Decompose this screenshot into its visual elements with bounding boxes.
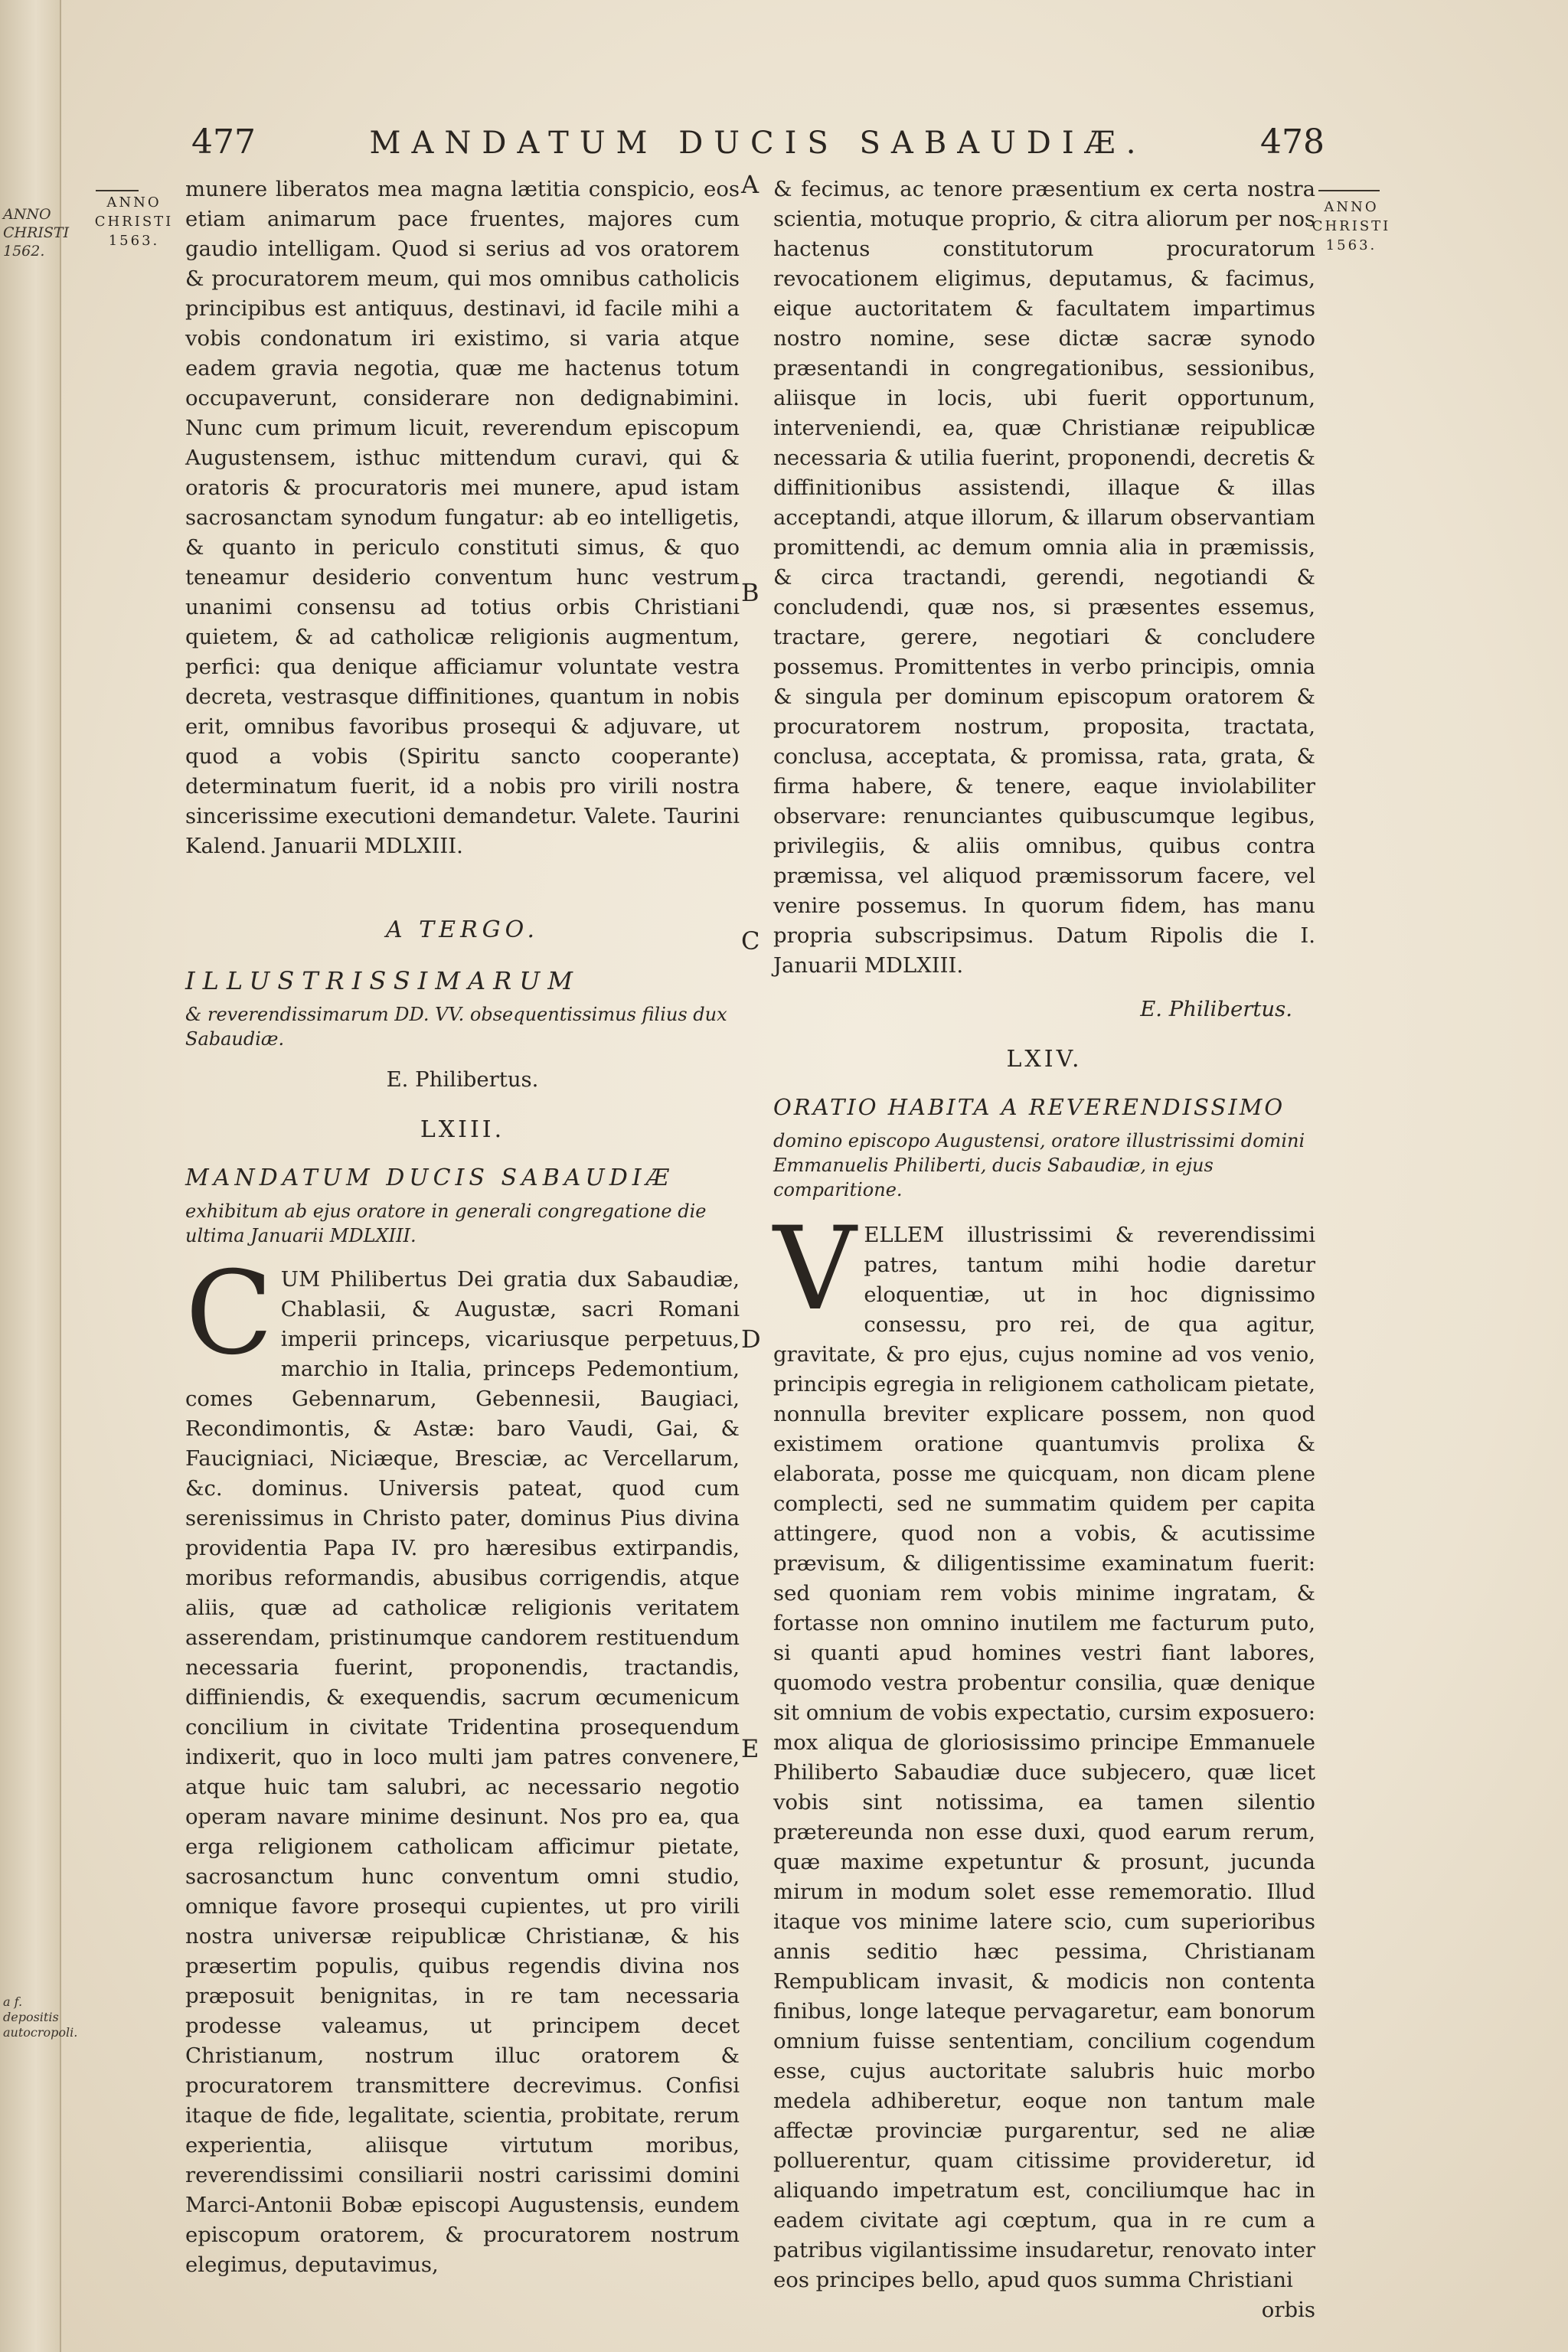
margin-letter-e: E bbox=[741, 1734, 760, 1763]
margin-rule-left bbox=[96, 190, 139, 191]
catchword: orbis bbox=[1261, 2298, 1315, 2322]
signature-left: E. Philibertus. bbox=[386, 1067, 539, 1092]
letter-text: munere liberatos mea magna lætitia conspicio, eos etiam animarum pace fruentes, majores cum gaudio intelligam. Quod si serius ad vos oratorem & procuratorem meum, qui mos omnibus catholicis principibus est antiquus, destinavi, id facile mihi a vobis condonatum iri existimo, si varia atque eadem gravia negotia, quæ me hactenus totum occupaverunt, considerare non dedignabimini. Nunc cum primum licuit, reverendum episcopum Augustensem, isthuc mittendum curavi, qui & oratoris & procuratoris mei munere, apud istam sacrosanctam synodum fungatur: ab eo intelligetis, & quanto in periculo constituti simus, & quo teneamur desiderio conventum hunc vestrum unanimi consensu ad totius orbis Christiani quietem, & ad catholicæ religionis augmentum, perfici: qua denique afficiamur voluntate vestra decreta, vestrasque diffinitiones, quantum in nobis erit, omnibus favoribus prosequi & adjuvare, ut quod a vobis (Spiritu sancto cooperante) determinatum fuerit, id a nobis pro virili nostra sincerissime executioni demandetur. Valete. Taurini Kalend. Januarii MDLXIII. bbox=[185, 177, 740, 858]
signature-right: E. Philibertus. bbox=[1140, 997, 1292, 1021]
anno-christi-right: ANNO CHRISTI 1563. bbox=[1312, 199, 1391, 253]
mandatum-subline: exhibitum ab ejus oratore in generali congregatione die ultima Januarii MDLXIII. bbox=[185, 1200, 707, 1246]
mandatum-heading: MANDATUM DUCIS SABAUDIÆ bbox=[185, 1165, 674, 1191]
address-subline: & reverendissimarum DD. VV. obsequentissimus filius dux Sabaudiæ. bbox=[185, 1004, 727, 1050]
mandatum-continuation-text: & fecimus, ac tenore præsentium ex certa nostra scientia, motuque proprio, & citra aliorum per nos hactenus constitutorum procuratorum revocationem eligimus, deputamus, & facimus, eique auctoritatem & facultatem impartimus nostro nomine, sese dictæ sacræ synodo præsentandi in congregationibus, sessionibus, aliisque in locis, ubi fuerit opportunum, interveniendi, ea, quæ Christianæ reipublicæ necessaria & utilia fuerint, proponendi, decretis & diffinitionibus assistendi, illaque & illas acceptandi, atque illorum, & illarum observantiam promittendi, ac demum omnia alia in præmissis, & circa tractandi, gerendi, negotiandi & concludendi, quæ nos, si præsentes essemus, tractare, gerere, negotiari & concludere possemus. Promittentes in verbo principis, omnia & singula per dominum episcopum oratorem & procuratorem nostrum, proposita, tractata, conclusa, acceptata, & promissa, rata, grata, & firma habere, & tenere, eaque inviolabiliter observare: renunciantes quibuscumque legibus, privilegiis, & aliis omnibus, quibus contra præmissa, vel aliquod præmissorum facere, vel venire possemus. In quorum fidem, has manu propria subscripsimus. Datum Ripolis die I. Januarii MDLXIII. bbox=[773, 177, 1315, 978]
left-column bbox=[185, 175, 740, 2280]
margin-letter-b: B bbox=[741, 578, 760, 607]
drop-cap-c: C bbox=[185, 1247, 273, 1380]
anno-christi-left: ANNO CHRISTI 1563. bbox=[94, 194, 174, 249]
page-number-left: 477 bbox=[191, 122, 256, 162]
mandatum-text: UM Philibertus Dei gratia dux Sabaudiæ, Chablasii, & Augustæ, sacri Romani imperii princeps, vicariusque perpetuus, marchio in Italia, princeps Pedemontium, comes Gebennarum, Gebennesii, Baugiaci, Recondimontis, & Astæ: baro Vaudi, Gai, & Faucigniaci, Niciæque, Bresciæ, ac Vercellarum, &c. dominus. Universis pateat, quod cum serenissimus in Christo pater, dominus Pius divina providentia Papa IV. pro hæresibus extirpandis, moribus reformandis, abusibus corrigendis, atque aliis, quæ ad catholicæ religionis veritatem asserendam, pristinumque candorem restituendum necessaria fuerint, proponendis, tractandis, diffiniendis, & exequendis, sacrum œcumenicum concilium in civitate Tridentina prosequendum indixerit, quo in loco multi jam patres convenere, atque huic tam salubri, ac necessario negotio operam navare minime desinunt. Nos pro ea, qua erga religionem catholicam afficimur pietate, sacrosanctum hunc conventum omni studio, omnique favore prosequi cupientes, ut pro virili nostra universæ reipublicæ Christianæ, & his præsertim populis, quibus regendis divina nos præposuit benignitas, in re tam necessaria prodesse valeamus, ut principem decet Christianum, nostrum illuc oratorem & procuratorem transmittere decrevimus. Confisi itaque de fide, legalitate, scientia, probitate, rerum experientia, aliisque virtutum moribus, reverendissimi consiliarii nostri carissimi domini Marci-Antonii Bobæ episcopi Augustensis, eundem episcopum oratorem, & procuratorem nostrum elegimus, deputavimus, bbox=[185, 1267, 740, 2277]
facing-page-gutter bbox=[0, 0, 78, 2352]
page-number-right: 478 bbox=[1260, 122, 1325, 162]
drop-cap-v: V bbox=[773, 1203, 857, 1336]
address-heading: ILLUSTRISSIMARUM bbox=[185, 966, 580, 995]
margin-rule-right bbox=[1318, 190, 1380, 191]
page-header bbox=[191, 122, 1325, 168]
oratio-heading: ORATIO HABITA A REVERENDISSIMO bbox=[773, 1094, 1285, 1120]
gutter-anno-note: ANNO CHRISTI 1562. bbox=[3, 206, 70, 260]
document-number-lxiv: LXIV. bbox=[1006, 1046, 1083, 1073]
margin-letter-d: D bbox=[741, 1325, 761, 1354]
tergo-heading: A TERGO. bbox=[385, 916, 540, 943]
gutter-margin-note: a f. depositis autocropoli. bbox=[3, 1994, 78, 2040]
margin-letter-c: C bbox=[741, 926, 760, 956]
margin-letter-a: A bbox=[741, 170, 760, 199]
right-column bbox=[773, 175, 1315, 2325]
running-title: MANDATUM DUCIS SABAUDIÆ. bbox=[369, 126, 1147, 161]
document-number-lxiii: LXIII. bbox=[420, 1116, 505, 1143]
oratio-subline: domino episcopo Augustensi, oratore illustrissimi domini Emmanuelis Philiberti, ducis Sabaudiæ, in ejus comparitione. bbox=[773, 1130, 1305, 1200]
oratio-text: ELLEM illustrissimi & reverendissimi patres, tantum mihi hodie daretur eloquentiæ, ut in hoc dignissimo consessu, pro rei, de qua agitur, gravitate, & pro ejus, cujus nomine ad vos venio, principis egregia in religionem catholicam pietate, nonnulla breviter explicare possem, non quod existimem oratione quantumvis prolixa & elaborata, posse me quicquam, non dicam plene complecti, sed ne summatim quidem per capita attingere, quod non a vobis, & acutissime prævisum, & diligentissime examinatum fuerit: sed quoniam rem vobis minime ingratam, & fortasse non omnino inutilem me facturum puto, si quanti apud homines vestri fiant labores, quomodo vestra probentur consilia, quæ denique sit omnium de vobis expectatio, cursim exposuero: mox aliqua de gloriosissimo principe Emmanuele Philiberto Sabaudiæ duce subjecero, quæ licet vobis sint notissima, ea tamen silentio prætereunda non esse duxi, quod earum rerum, quæ maxime expetuntur & prosunt, jucunda mirum in modum solet esse rememoratio. Illud itaque vos minime latere scio, cum superioribus annis seditio hæc pessima, Christianam Rempublicam invasit, & modicis non contenta finibus, longe lateque pervagaretur, eam bonorum omnium fuisse sententiam, concilium cogendum esse, cujus auctoritate salubris huic morbo medela adhiberetur, eoque non tantum male affectæ provinciæ purgarentur, sed ne aliæ polluerentur, quam citissime provideretur, id aliquando impetratum est, conciliumque hac in eadem civitate agi cœptum, qua in re cum a patribus vigilantissime insudaretur, renovato inter eos principes bello, apud quos summa Christiani bbox=[773, 1223, 1315, 2292]
